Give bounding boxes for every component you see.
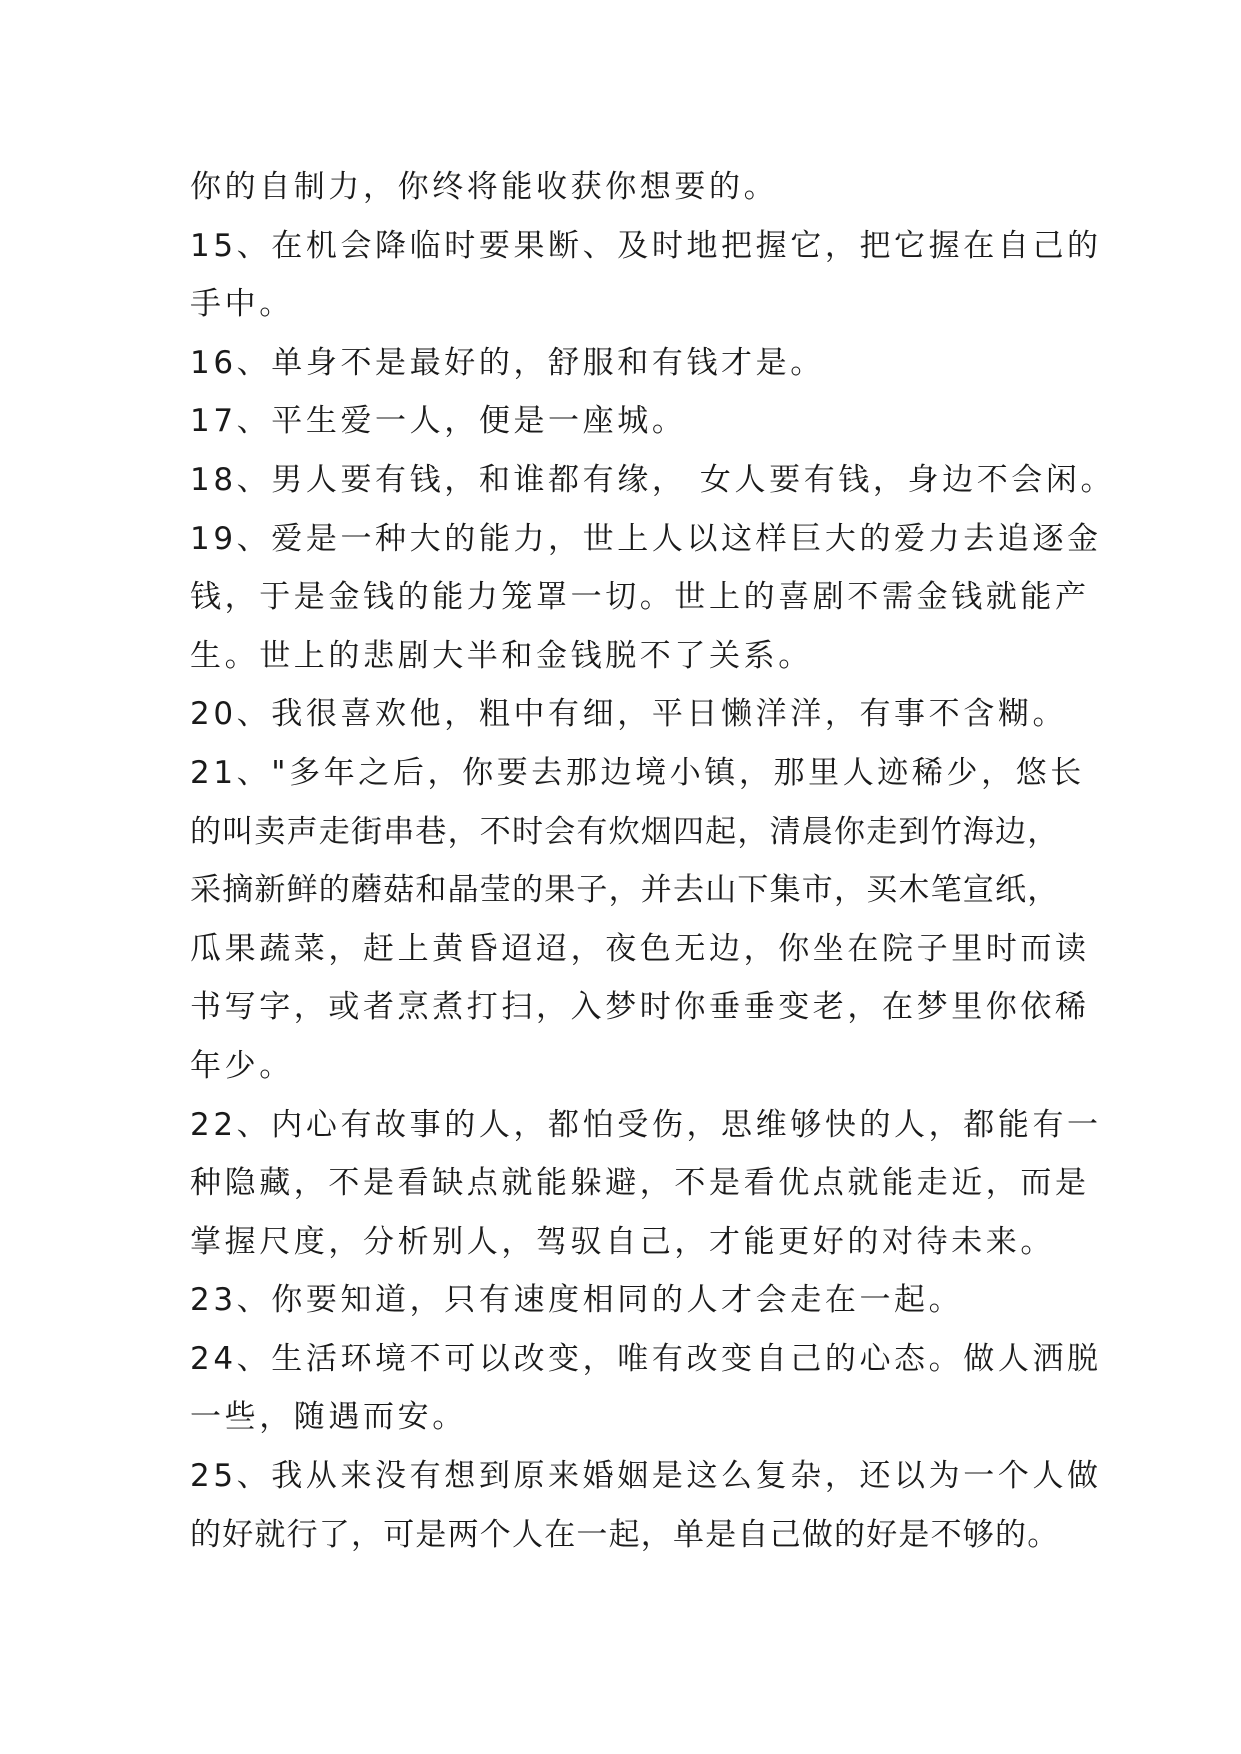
text-line: 掌握尺度，分析别人，驾驭自己，才能更好的对待未来。 bbox=[190, 1223, 1055, 1260]
text-line: 钱，于是金钱的能力笼罩一切。世上的喜剧不需金钱就能产 bbox=[190, 579, 1090, 616]
text-line: 的叫卖声走街串巷，不时会有炊烟四起，清晨你走到竹海边， bbox=[190, 813, 1060, 850]
text-line: 16、单身不是最好的，舒服和有钱才是。 bbox=[190, 344, 825, 381]
text-line: 18、男人要有钱，和谁都有缘， 女人要有钱，身边不会闲。 bbox=[190, 461, 1116, 498]
text-line: 一些，随遇而安。 bbox=[190, 1399, 467, 1436]
text-line: 瓜果蔬菜，赶上黄昏迢迢，夜色无边，你坐在院子里时而读 bbox=[190, 930, 1090, 967]
text-line: 生。世上的悲剧大半和金钱脱不了关系。 bbox=[190, 637, 813, 674]
text-line: 20、我很喜欢他，粗中有细，平日懒洋洋，有事不含糊。 bbox=[190, 696, 1068, 733]
text-line: 19、爱是一种大的能力，世上人以这样巨大的爱力去追逐金 bbox=[190, 520, 1102, 557]
text-line: 21、"多年之后，你要去那边境小镇，那里人迹稀少，悠长 bbox=[190, 754, 1085, 791]
text-line: 23、你要知道，只有速度相同的人才会走在一起。 bbox=[190, 1282, 964, 1319]
text-line: 年少。 bbox=[190, 1047, 294, 1084]
text-line: 17、平生爱一人，便是一座城。 bbox=[190, 403, 687, 440]
text-line: 15、在机会降临时要果断、及时地把握它，把它握在自己的 bbox=[190, 227, 1102, 264]
text-line: 采摘新鲜的蘑菇和晶莹的果子，并去山下集市，买木笔宣纸， bbox=[190, 872, 1060, 909]
text-line: 22、内心有故事的人，都怕受伤，思维够快的人，都能有一 bbox=[190, 1106, 1102, 1143]
text-line: 的好就行了，可是两个人在一起，单是自己做的好是不够的。 bbox=[190, 1516, 1060, 1553]
text-line: 25、我从来没有想到原来婚姻是这么复杂，还以为一个人做 bbox=[190, 1458, 1102, 1495]
text-line: 24、生活环境不可以改变，唯有改变自己的心态。做人洒脱 bbox=[190, 1340, 1102, 1377]
text-line: 种隐藏，不是看缺点就能躲避，不是看优点就能走近，而是 bbox=[190, 1165, 1090, 1202]
text-line: 书写字，或者烹煮打扫，入梦时你垂垂变老，在梦里你依稀 bbox=[190, 989, 1090, 1026]
text-line: 手中。 bbox=[190, 286, 294, 323]
text-line: 你的自制力，你终将能收获你想要的。 bbox=[190, 169, 779, 205]
document-body bbox=[190, 158, 1116, 1564]
